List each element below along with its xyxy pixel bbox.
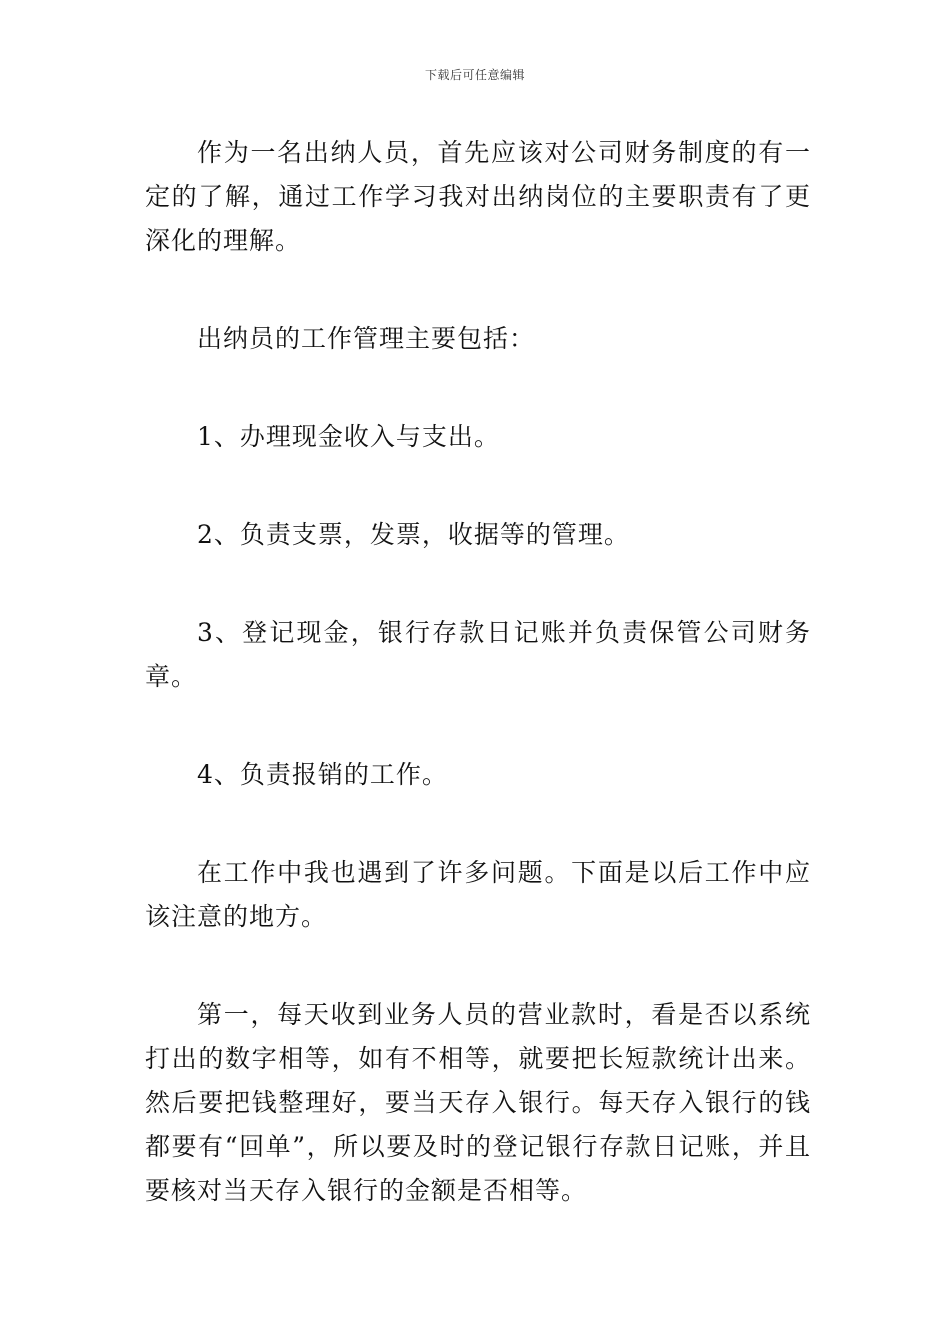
document-body xyxy=(145,131,811,1267)
paragraph-issues: 在工作中我也遇到了许多问题。下面是以后工作中应该注意的地方。 xyxy=(145,858,811,931)
paragraph-duties-heading: 出纳员的工作管理主要包括： xyxy=(197,324,536,353)
header-note: 下载后可任意编辑 xyxy=(424,68,525,82)
paragraph-intro: 作为一名出纳人员，首先应该对公司财务制度的有一定的了解，通过工作学习我对出纳岗位的主要职责有了更深化的理解。 xyxy=(145,138,811,255)
paragraph-duty-2: 2、负责支票，发票，收据等的管理。 xyxy=(197,520,630,549)
paragraph-duty-3: 3、登记现金，银行存款日记账并负责保管公司财务章。 xyxy=(145,618,811,691)
paragraph-duty-1: 1、办理现金收入与支出。 xyxy=(197,422,500,451)
paragraph-duty-4: 4、负责报销的工作。 xyxy=(197,760,448,789)
paragraph-first-point: 第一，每天收到业务人员的营业款时，看是否以系统打出的数字相等，如有不相等，就要把长短款统计出来。然后要把钱整理好，要当天存入银行。每天存入银行的钱都要有“回单”，所以要及时的登记银行存款日记账，并且要核对当天存入银行的金额是否相等。 xyxy=(145,1000,811,1205)
